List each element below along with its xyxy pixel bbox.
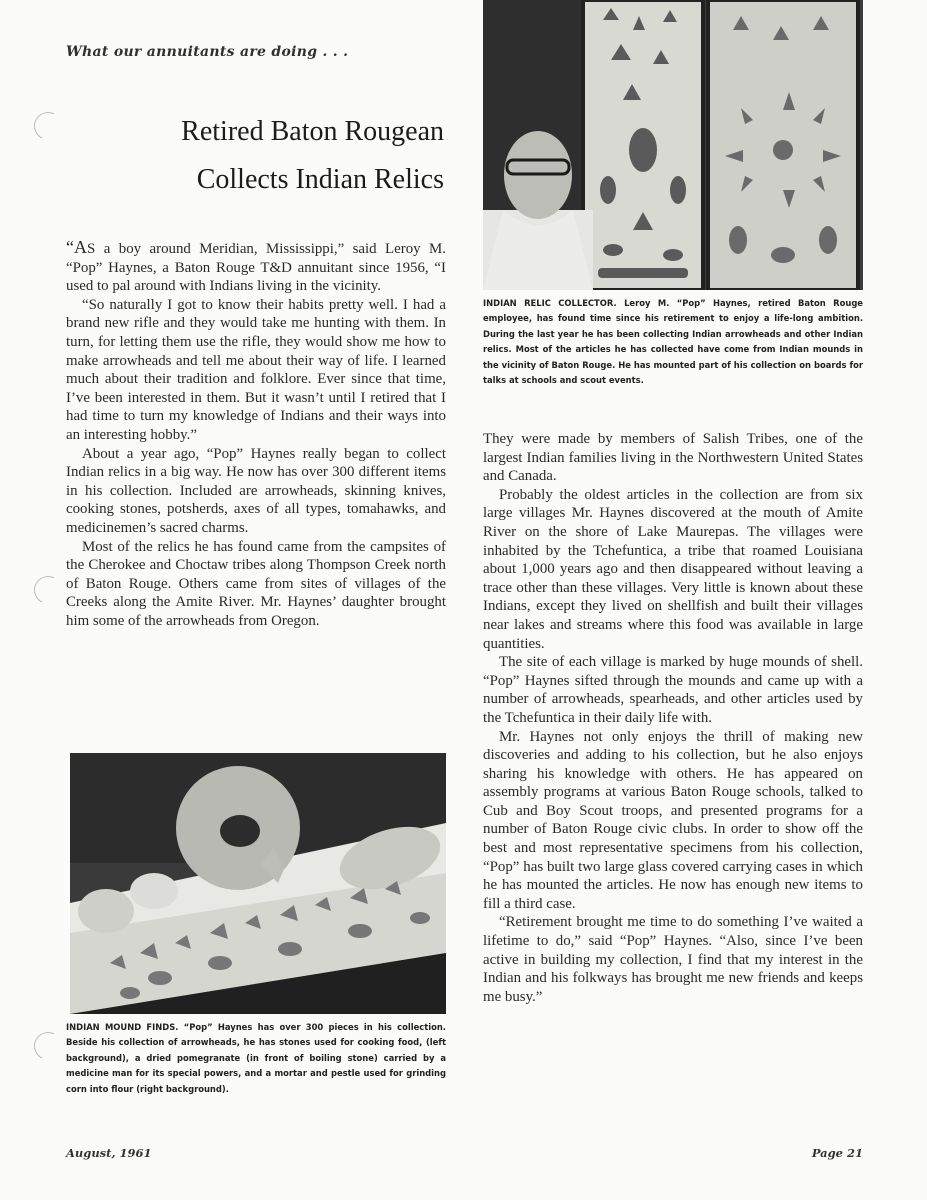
relic-collector-illustration xyxy=(483,0,863,290)
article-paragraph: Most of the relics he has found came from the campsites of the Cherokee and Choctaw tribes along Thompson Creek north of Baton Rouge. Others came from sites of villages of the Creeks along the Amite River. Mr. Haynes’ daughter brought him some of the arrowheads from Oregon. xyxy=(66,538,446,629)
opening-text: S a boy around Meridian, Mississippi,” said Leroy M. “Pop” Haynes, a Baton Rouge T&D annuitant since 1956, “I used to pal around with Indians living in the vicinity. xyxy=(66,241,446,295)
issue-date: August, 1961 xyxy=(66,1146,152,1160)
article-column-left xyxy=(66,238,446,630)
mound-finds-illustration xyxy=(70,753,446,1014)
article-paragraph: “So naturally I got to know their habits pretty well. I had a brand new rifle and they would take me hunting with them. In turn, for letting them use the rifle, they would show me how to make arrowheads and tell me about their way of life. I learned much about their tradition and folklore. Ever since that time, I’ve been interested in them. But it wasn’t until I retired that I had time to turn my knowledge of Indians and their ways into an interesting hobby.” xyxy=(66,296,446,443)
headline-line-2: Collects Indian Relics xyxy=(196,164,444,195)
mound-finds-photo xyxy=(70,753,446,1014)
article-paragraph: Mr. Haynes not only enjoys the thrill of making new discoveries and adding to his collection, but he also enjoys sharing his knowledge with others. He has appeared on assembly programs at various Baton Rouge schools, talked to Cub and Boy Scout troops, and presented programs for a number of Baton Rouge civic clubs. In order to show off the best and most representative specimens from his collection, “Pop” has built two large glass covered carrying cases in which he has mounted the articles. He now has enough new items to fill a third case. xyxy=(483,728,863,912)
article-paragraph: Probably the oldest articles in the collection are from six large villages Mr. Haynes discovered at the mouth of Amite River on the shore of Lake Maurepas. The villages were inhabited by the Tchefuntica, a tribe that roamed Louisiana about 1,000 years ago and then disappeared without leaving a trace other than these villages. Very little is known about these Indians, except they lived on shellfish and built their villages near lakes and streams where this food was available in large quantities. xyxy=(483,486,863,652)
article-opening-paragraph xyxy=(66,238,446,296)
drop-cap: A xyxy=(74,237,87,257)
headline xyxy=(60,108,444,204)
relic-collector-photo xyxy=(483,0,863,290)
photo-caption-relic-collector: INDIAN RELIC COLLECTOR. Leroy M. “Pop” Haynes, retired Baton Rouge employee, has found time since his retirement to enjoy a life-long ambition. During the last year he has been collecting Indian arrowheads and other Indian relics. Most of the articles he has collected have come from Indian mounds in the vicinity of Baton Rouge. He has mounted part of his collection on boards for talks at schools and scout events. xyxy=(483,298,863,386)
punch-hole-middle xyxy=(30,572,66,608)
photo-caption-mound-finds: INDIAN MOUND FINDS. “Pop” Haynes has over 300 pieces in his collection. Beside his collection of arrowheads, he has stones used for cooking food, (left background), a dried pomegranate (in front of boiling stone) carried by a medicine man for its special powers, and a mortar and pestle used for grinding corn into flour (right background). xyxy=(66,1022,446,1094)
article-paragraph: “Retirement brought me time to do something I’ve waited a lifetime to do,” said “Pop” Haynes. “Also, since I’ve been active in building my collection, I find that my interest in the Indian and his folkways has brought me new friends and keeps me busy.” xyxy=(483,914,863,1005)
article-continued-paragraph: They were made by members of Salish Tribes, one of the largest Indian families living in the Northwestern United States and Canada. xyxy=(483,431,863,485)
article-column-right xyxy=(483,430,863,1006)
article-paragraph: The site of each village is marked by huge mounds of shell. “Pop” Haynes sifted through the mounds and came up with a number of arrowheads, spearheads, and other articles used by the Tchefuntica in their daily life with. xyxy=(483,654,863,726)
section-label: What our annuitants are doing . . . xyxy=(66,44,349,60)
headline-line-1: Retired Baton Rougean xyxy=(181,116,444,147)
page-number: Page 21 xyxy=(811,1146,863,1160)
drop-quote: “ xyxy=(66,237,74,257)
article-paragraph: About a year ago, “Pop” Haynes really began to collect Indian relics in a big way. He now has over 300 different items in his collection. Included are arrowheads, skinning knives, cooking stones, potsherds, axes of all types, tomahawks, and medicinemen’s sacred charms. xyxy=(66,445,446,536)
punch-hole-bottom xyxy=(30,1028,66,1064)
